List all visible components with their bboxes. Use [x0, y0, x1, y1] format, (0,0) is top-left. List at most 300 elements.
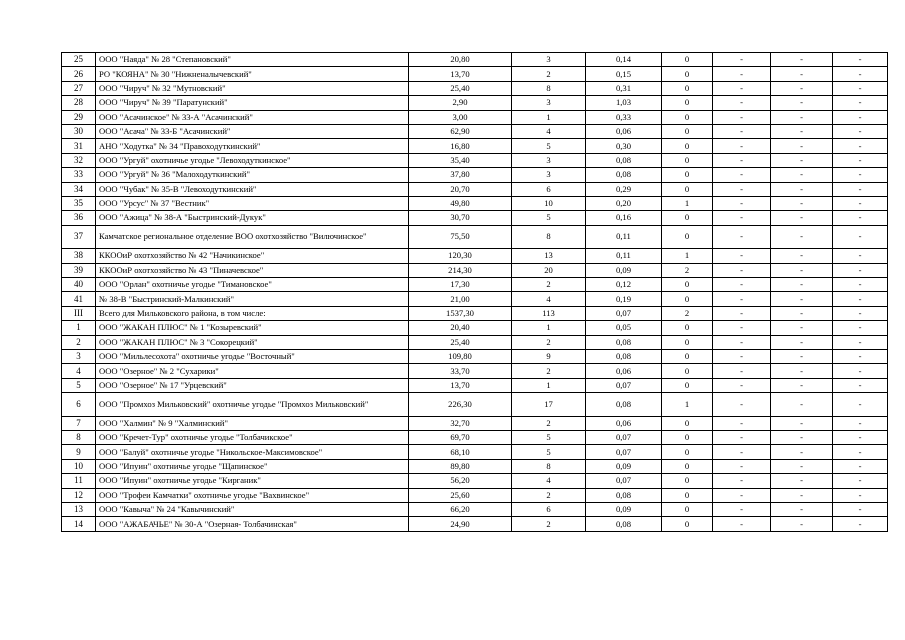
data-table	[61, 52, 888, 532]
table-row	[62, 263, 888, 277]
density-value: 0,08	[586, 488, 662, 502]
density-value: 0,12	[586, 277, 662, 291]
dash-cell: -	[833, 416, 888, 430]
table-row	[62, 153, 888, 167]
density-value: 0,20	[586, 196, 662, 210]
dash-cell: -	[713, 249, 771, 263]
dash-cell: -	[771, 364, 833, 378]
hunting-ground-name: ООО "Асача" № 33-Б "Асачинский"	[96, 124, 409, 138]
dash-cell: -	[833, 196, 888, 210]
table-row	[62, 53, 888, 67]
dash-cell: -	[771, 321, 833, 335]
table-row	[62, 81, 888, 95]
area-value: 2,90	[409, 96, 512, 110]
density-value: 0,06	[586, 364, 662, 378]
density-value: 0,08	[586, 349, 662, 363]
table-row	[62, 364, 888, 378]
quota-value: 0	[662, 292, 713, 306]
dash-cell: -	[833, 211, 888, 225]
area-value: 56,20	[409, 474, 512, 488]
table-row	[62, 249, 888, 263]
dash-cell: -	[833, 349, 888, 363]
area-value: 37,80	[409, 168, 512, 182]
dash-cell: -	[771, 153, 833, 167]
hunting-ground-name: ООО "Ургуй" № 36 "Малоходуткинский"	[96, 168, 409, 182]
area-value: 33,70	[409, 364, 512, 378]
dash-cell: -	[771, 459, 833, 473]
hunting-ground-name: ООО "Чируч" № 39 "Паратунский"	[96, 96, 409, 110]
table-row	[62, 124, 888, 138]
dash-cell: -	[771, 517, 833, 531]
count-value: 5	[512, 139, 586, 153]
count-value: 3	[512, 96, 586, 110]
dash-cell: -	[771, 416, 833, 430]
area-value: 25,60	[409, 488, 512, 502]
hunting-ground-name: ООО "Наяда" № 28 "Степановский"	[96, 53, 409, 67]
hunting-ground-name: ООО "Трофеи Камчатки" охотничье угодье "Вахвинское"	[96, 488, 409, 502]
dash-cell: -	[771, 225, 833, 249]
dash-cell: -	[713, 488, 771, 502]
count-value: 3	[512, 153, 586, 167]
area-value: 32,70	[409, 416, 512, 430]
dash-cell: -	[771, 474, 833, 488]
density-value: 0,08	[586, 393, 662, 417]
dash-cell: -	[771, 67, 833, 81]
hunting-ground-name: РО "КОЯНА" № 30 "Нижненалычевский"	[96, 67, 409, 81]
dash-cell: -	[833, 53, 888, 67]
row-number: 29	[62, 110, 96, 124]
table-row	[62, 416, 888, 430]
hunting-ground-name: ООО "Халмин" № 9 "Халминский"	[96, 416, 409, 430]
area-value: 66,20	[409, 502, 512, 516]
row-number: 39	[62, 263, 96, 277]
dash-cell: -	[833, 277, 888, 291]
hunting-ground-name: ООО "Чубак" № 35-В "Левоходуткинский"	[96, 182, 409, 196]
count-value: 4	[512, 292, 586, 306]
density-value: 0,07	[586, 445, 662, 459]
hunting-ground-name: № 38-В "Быстринский-Малкинский"	[96, 292, 409, 306]
row-number: 2	[62, 335, 96, 349]
dash-cell: -	[833, 488, 888, 502]
hunting-ground-name: ООО "Асачинское" № 33-А "Асачинский"	[96, 110, 409, 124]
hunting-ground-name: ООО "ЖАКАН ПЛЮС" № 1 "Козыревский"	[96, 321, 409, 335]
dash-cell: -	[833, 225, 888, 249]
table-row	[62, 292, 888, 306]
quota-value: 0	[662, 378, 713, 392]
row-number: 25	[62, 53, 96, 67]
quota-value: 0	[662, 110, 713, 124]
quota-value: 0	[662, 474, 713, 488]
hunting-ground-name: ООО "Кавыча" № 24 "Кавычинский"	[96, 502, 409, 516]
dash-cell: -	[771, 488, 833, 502]
dash-cell: -	[833, 445, 888, 459]
density-value: 0,16	[586, 211, 662, 225]
dash-cell: -	[833, 321, 888, 335]
table-row	[62, 211, 888, 225]
area-value: 3,00	[409, 110, 512, 124]
table-row	[62, 96, 888, 110]
dash-cell: -	[713, 110, 771, 124]
dash-cell: -	[833, 81, 888, 95]
area-value: 69,70	[409, 430, 512, 444]
row-number: 26	[62, 67, 96, 81]
dash-cell: -	[833, 378, 888, 392]
dash-cell: -	[833, 474, 888, 488]
density-value: 0,07	[586, 306, 662, 320]
density-value: 0,07	[586, 430, 662, 444]
dash-cell: -	[713, 81, 771, 95]
row-number: 34	[62, 182, 96, 196]
dash-cell: -	[771, 168, 833, 182]
row-number: 11	[62, 474, 96, 488]
count-value: 2	[512, 416, 586, 430]
row-number: 30	[62, 124, 96, 138]
table-row	[62, 459, 888, 473]
quota-value: 2	[662, 263, 713, 277]
count-value: 6	[512, 502, 586, 516]
dash-cell: -	[713, 430, 771, 444]
row-number: 1	[62, 321, 96, 335]
dash-cell: -	[771, 96, 833, 110]
density-value: 0,09	[586, 502, 662, 516]
dash-cell: -	[833, 306, 888, 320]
area-value: 214,30	[409, 263, 512, 277]
dash-cell: -	[713, 139, 771, 153]
dash-cell: -	[833, 110, 888, 124]
density-value: 0,07	[586, 378, 662, 392]
dash-cell: -	[833, 364, 888, 378]
row-number: 32	[62, 153, 96, 167]
density-value: 0,08	[586, 153, 662, 167]
table-row	[62, 225, 888, 249]
table-row	[62, 139, 888, 153]
quota-value: 0	[662, 364, 713, 378]
dash-cell: -	[771, 53, 833, 67]
quota-value: 0	[662, 349, 713, 363]
dash-cell: -	[713, 292, 771, 306]
count-value: 2	[512, 364, 586, 378]
quota-value: 0	[662, 445, 713, 459]
dash-cell: -	[771, 124, 833, 138]
density-value: 0,08	[586, 168, 662, 182]
dash-cell: -	[771, 502, 833, 516]
density-value: 1,03	[586, 96, 662, 110]
count-value: 4	[512, 124, 586, 138]
table-row	[62, 277, 888, 291]
row-number: 33	[62, 168, 96, 182]
row-number: 7	[62, 416, 96, 430]
hunting-ground-name: ООО "Кречет-Тур" охотничье угодье "Толбачикское"	[96, 430, 409, 444]
quota-value: 0	[662, 430, 713, 444]
dash-cell: -	[833, 430, 888, 444]
area-value: 30,70	[409, 211, 512, 225]
quota-value: 0	[662, 277, 713, 291]
table-row	[62, 335, 888, 349]
density-value: 0,11	[586, 249, 662, 263]
quota-value: 0	[662, 67, 713, 81]
density-value: 0,33	[586, 110, 662, 124]
area-value: 16,80	[409, 139, 512, 153]
row-number: 31	[62, 139, 96, 153]
quota-value: 0	[662, 81, 713, 95]
dash-cell: -	[771, 263, 833, 277]
count-value: 9	[512, 349, 586, 363]
row-number: 40	[62, 277, 96, 291]
dash-cell: -	[713, 153, 771, 167]
dash-cell: -	[771, 277, 833, 291]
dash-cell: -	[713, 277, 771, 291]
hunting-ground-name: ООО "Орлан" охотничье угодье "Тимановское"	[96, 277, 409, 291]
count-value: 1	[512, 110, 586, 124]
dash-cell: -	[833, 124, 888, 138]
dash-cell: -	[713, 393, 771, 417]
row-number: III	[62, 306, 96, 320]
dash-cell: -	[833, 153, 888, 167]
dash-cell: -	[833, 393, 888, 417]
row-number: 10	[62, 459, 96, 473]
quota-value: 0	[662, 168, 713, 182]
dash-cell: -	[713, 168, 771, 182]
density-value: 0,05	[586, 321, 662, 335]
dash-cell: -	[713, 124, 771, 138]
area-value: 1537,30	[409, 306, 512, 320]
dash-cell: -	[833, 502, 888, 516]
row-number: 8	[62, 430, 96, 444]
dash-cell: -	[833, 182, 888, 196]
row-number: 41	[62, 292, 96, 306]
dash-cell: -	[713, 182, 771, 196]
hunting-ground-name: ООО "Озерное" № 17 "Урцевский"	[96, 378, 409, 392]
dash-cell: -	[833, 517, 888, 531]
hunting-ground-name: ООО "Ипуин" охотничье угодье "Щапинское"	[96, 459, 409, 473]
dash-cell: -	[713, 225, 771, 249]
area-value: 35,40	[409, 153, 512, 167]
table-row	[62, 378, 888, 392]
count-value: 8	[512, 459, 586, 473]
hunting-ground-name: Всего для Мильковского района, в том числе:	[96, 306, 409, 320]
hunting-ground-name: ККООиР охотхозяйство № 43 "Пиначевское"	[96, 263, 409, 277]
row-number: 37	[62, 225, 96, 249]
dash-cell: -	[771, 393, 833, 417]
count-value: 5	[512, 430, 586, 444]
density-value: 0,08	[586, 335, 662, 349]
row-number: 13	[62, 502, 96, 516]
dash-cell: -	[713, 416, 771, 430]
dash-cell: -	[833, 96, 888, 110]
area-value: 75,50	[409, 225, 512, 249]
dash-cell: -	[713, 445, 771, 459]
density-value: 0,15	[586, 67, 662, 81]
row-number: 35	[62, 196, 96, 210]
dash-cell: -	[771, 249, 833, 263]
hunting-ground-name: ООО "Промхоз Мильковский" охотничье угодье "Промхоз Мильковский"	[96, 393, 409, 417]
quota-value: 0	[662, 488, 713, 502]
count-value: 17	[512, 393, 586, 417]
dash-cell: -	[771, 292, 833, 306]
hunting-ground-name: ООО "АЖАБАЧЬЕ" № 30-А "Озерная- Толбачинская"	[96, 517, 409, 531]
dash-cell: -	[833, 67, 888, 81]
density-value: 0,09	[586, 459, 662, 473]
table-row	[62, 430, 888, 444]
area-value: 21,00	[409, 292, 512, 306]
dash-cell: -	[771, 430, 833, 444]
area-value: 24,90	[409, 517, 512, 531]
hunting-ground-name: ООО "Балуй" охотничье угодье "Никольское-Максимовское"	[96, 445, 409, 459]
hunting-ground-name: Камчатское региональное отделение ВОО охотхозяйство "Вилючинское"	[96, 225, 409, 249]
table-row	[62, 445, 888, 459]
area-value: 17,30	[409, 277, 512, 291]
quota-value: 0	[662, 53, 713, 67]
dash-cell: -	[771, 335, 833, 349]
dash-cell: -	[833, 168, 888, 182]
dash-cell: -	[771, 196, 833, 210]
dash-cell: -	[833, 263, 888, 277]
count-value: 1	[512, 378, 586, 392]
dash-cell: -	[713, 263, 771, 277]
quota-value: 1	[662, 196, 713, 210]
dash-cell: -	[771, 110, 833, 124]
dash-cell: -	[771, 306, 833, 320]
area-value: 13,70	[409, 378, 512, 392]
area-value: 25,40	[409, 81, 512, 95]
count-value: 3	[512, 53, 586, 67]
count-value: 10	[512, 196, 586, 210]
density-value: 0,30	[586, 139, 662, 153]
quota-value: 0	[662, 335, 713, 349]
dash-cell: -	[713, 321, 771, 335]
row-number: 28	[62, 96, 96, 110]
dash-cell: -	[713, 53, 771, 67]
density-value: 0,08	[586, 517, 662, 531]
area-value: 68,10	[409, 445, 512, 459]
area-value: 25,40	[409, 335, 512, 349]
table-row	[62, 488, 888, 502]
count-value: 2	[512, 277, 586, 291]
dash-cell: -	[833, 249, 888, 263]
area-value: 49,80	[409, 196, 512, 210]
hunting-ground-name: ООО "Ажица" № 38-А "Быстринский-Дукук"	[96, 211, 409, 225]
row-number: 4	[62, 364, 96, 378]
dash-cell: -	[833, 459, 888, 473]
dash-cell: -	[713, 474, 771, 488]
density-value: 0,31	[586, 81, 662, 95]
area-value: 13,70	[409, 67, 512, 81]
row-number: 5	[62, 378, 96, 392]
dash-cell: -	[771, 81, 833, 95]
row-number: 14	[62, 517, 96, 531]
row-number: 12	[62, 488, 96, 502]
density-value: 0,11	[586, 225, 662, 249]
area-value: 226,30	[409, 393, 512, 417]
area-value: 109,80	[409, 349, 512, 363]
dash-cell: -	[713, 502, 771, 516]
count-value: 113	[512, 306, 586, 320]
quota-value: 2	[662, 306, 713, 320]
count-value: 3	[512, 168, 586, 182]
dash-cell: -	[713, 306, 771, 320]
quota-value: 0	[662, 459, 713, 473]
hunting-ground-name: АНО "Ходутка" № 34 "Правоходуткинский"	[96, 139, 409, 153]
area-value: 120,30	[409, 249, 512, 263]
table-row	[62, 393, 888, 417]
quota-value: 0	[662, 96, 713, 110]
dash-cell: -	[713, 378, 771, 392]
table-row	[62, 168, 888, 182]
table-row	[62, 196, 888, 210]
table-row	[62, 182, 888, 196]
dash-cell: -	[833, 292, 888, 306]
dash-cell: -	[713, 96, 771, 110]
dash-cell: -	[771, 211, 833, 225]
dash-cell: -	[713, 335, 771, 349]
area-value: 20,40	[409, 321, 512, 335]
area-value: 20,70	[409, 182, 512, 196]
quota-value: 1	[662, 249, 713, 263]
density-value: 0,14	[586, 53, 662, 67]
count-value: 8	[512, 81, 586, 95]
count-value: 20	[512, 263, 586, 277]
dash-cell: -	[713, 67, 771, 81]
quota-value: 0	[662, 182, 713, 196]
quota-value: 0	[662, 225, 713, 249]
quota-value: 0	[662, 153, 713, 167]
quota-value: 0	[662, 517, 713, 531]
table-row	[62, 306, 888, 320]
count-value: 5	[512, 211, 586, 225]
count-value: 2	[512, 335, 586, 349]
density-value: 0,29	[586, 182, 662, 196]
hunting-ground-name: ООО "Озерное" № 2 "Сухарики"	[96, 364, 409, 378]
density-value: 0,06	[586, 124, 662, 138]
quota-value: 0	[662, 416, 713, 430]
quota-value: 0	[662, 124, 713, 138]
density-value: 0,09	[586, 263, 662, 277]
count-value: 8	[512, 225, 586, 249]
hunting-ground-name: ООО "ЖАКАН ПЛЮС" № 3 "Сокорецкий"	[96, 335, 409, 349]
dash-cell: -	[713, 196, 771, 210]
density-value: 0,19	[586, 292, 662, 306]
area-value: 20,80	[409, 53, 512, 67]
dash-cell: -	[713, 349, 771, 363]
hunting-ground-name: ККООиР охотхозяйство № 42 "Начикинское"	[96, 249, 409, 263]
dash-cell: -	[771, 182, 833, 196]
hunting-ground-name: ООО "Мильлесохота" охотничье угодье "Восточный"	[96, 349, 409, 363]
dash-cell: -	[713, 364, 771, 378]
hunting-ground-name: ООО "Ипуин" охотничье угодье "Кирганик"	[96, 474, 409, 488]
row-number: 36	[62, 211, 96, 225]
dash-cell: -	[771, 445, 833, 459]
dash-cell: -	[713, 459, 771, 473]
count-value: 13	[512, 249, 586, 263]
row-number: 27	[62, 81, 96, 95]
table-row	[62, 349, 888, 363]
table-row	[62, 67, 888, 81]
dash-cell: -	[771, 378, 833, 392]
row-number: 3	[62, 349, 96, 363]
dash-cell: -	[771, 349, 833, 363]
area-value: 62,90	[409, 124, 512, 138]
density-value: 0,07	[586, 474, 662, 488]
table-row	[62, 110, 888, 124]
dash-cell: -	[771, 139, 833, 153]
table-row	[62, 502, 888, 516]
dash-cell: -	[833, 139, 888, 153]
count-value: 6	[512, 182, 586, 196]
count-value: 2	[512, 517, 586, 531]
quota-value: 1	[662, 393, 713, 417]
table-row	[62, 517, 888, 531]
row-number: 38	[62, 249, 96, 263]
